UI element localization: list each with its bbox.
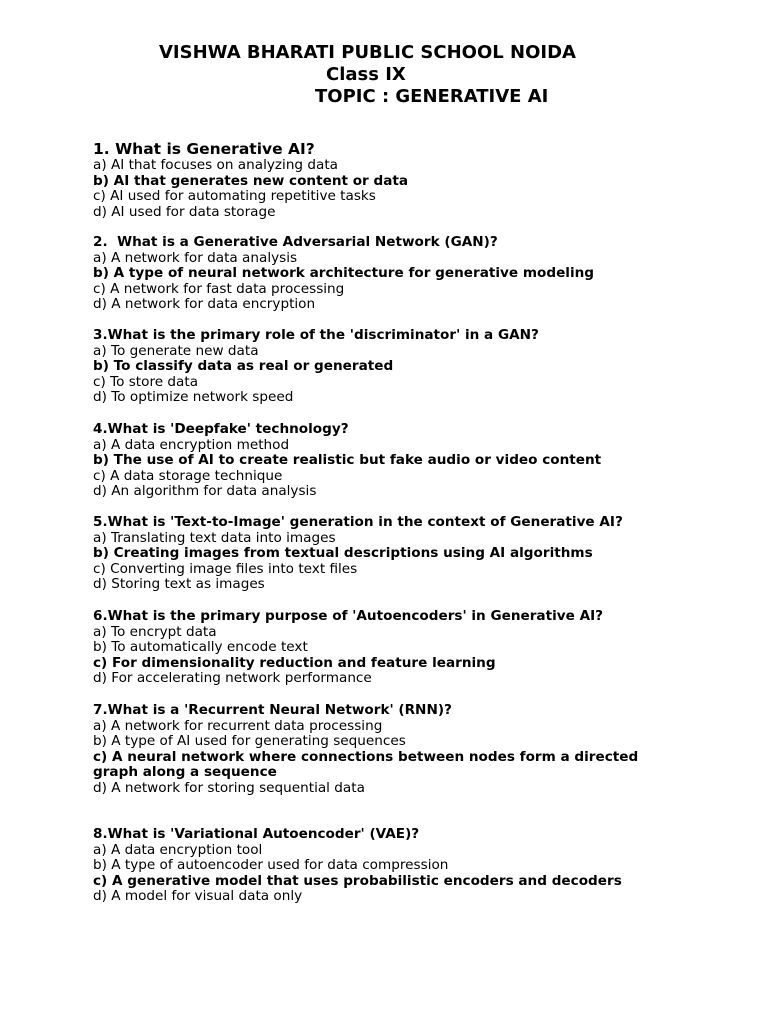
option-c-correct: c) A neural network where connections between nodes form a directed graph along a sequence — [93, 748, 643, 781]
option-d: d) A network for data encryption — [93, 296, 316, 313]
option-a: a) A network for recurrent data processing — [93, 717, 383, 734]
option-c: c) AI used for automating repetitive tasks — [93, 188, 376, 205]
option-b: b) A type of autoencoder used for data compression — [93, 857, 449, 874]
question-title: 4.What is 'Deepfake' technology? — [93, 421, 349, 437]
question-6 — [93, 609, 733, 687]
option-b: b) A type of AI used for generating sequences — [93, 733, 406, 750]
question-title: 7.What is a 'Recurrent Neural Network' (RNN)? — [93, 702, 452, 718]
option-b-correct: b) AI that generates new content or data — [93, 172, 409, 189]
option-a: a) To generate new data — [93, 342, 259, 359]
option-b-correct: b) The use of AI to create realistic but fake audio or video content — [93, 452, 602, 469]
option-a: a) A data encryption tool — [93, 841, 263, 858]
option-a: a) Translating text data into images — [93, 529, 336, 546]
question-title: 8.What is 'Variational Autoencoder' (VAE)? — [93, 826, 420, 842]
option-c: c) To store data — [93, 373, 199, 390]
option-c: c) A data storage technique — [93, 467, 283, 484]
option-b-correct: b) A type of neural network architecture for generative modeling — [93, 265, 595, 282]
option-c: c) Converting image files into text files — [93, 560, 358, 577]
option-c-correct: c) A generative model that uses probabilistic encoders and decoders — [93, 872, 622, 889]
option-b-correct: b) To classify data as real or generated — [93, 358, 394, 375]
question-3 — [93, 328, 733, 406]
option-b: b) To automatically encode text — [93, 639, 308, 656]
question-title: 3.What is the primary role of the 'discriminator' in a GAN? — [93, 327, 539, 343]
option-a: a) A data encryption method — [93, 436, 290, 453]
option-d: d) To optimize network speed — [93, 389, 294, 406]
question-1 — [93, 139, 733, 220]
option-d: d) Storing text as images — [93, 576, 265, 593]
question-8 — [93, 827, 733, 905]
option-a: a) AI that focuses on analyzing data — [93, 157, 338, 173]
question-title: 2. What is a Generative Adversarial Network (GAN)? — [93, 234, 498, 250]
option-d: d) For accelerating network performance — [93, 670, 372, 687]
option-d: d) A model for visual data only — [93, 888, 303, 905]
question-2 — [93, 235, 733, 313]
option-d: d) An algorithm for data analysis — [93, 483, 317, 500]
class-heading: Class IX — [326, 64, 406, 85]
question-title: 6.What is the primary purpose of 'Autoencoders' in Generative AI? — [93, 608, 604, 624]
option-c-correct: c) For dimensionality reduction and feature learning — [93, 654, 496, 671]
option-a: a) A network for data analysis — [93, 249, 298, 266]
option-d: d) A network for storing sequential data — [93, 779, 365, 796]
option-a: a) To encrypt data — [93, 623, 217, 640]
option-c: c) A network for fast data processing — [93, 280, 345, 297]
question-title: 5.What is 'Text-to-Image' generation in the context of Generative AI? — [93, 514, 623, 530]
question-4 — [93, 422, 733, 500]
question-5 — [93, 515, 733, 593]
option-b-correct: b) Creating images from textual descriptions using AI algorithms — [93, 545, 593, 562]
question-title: 1. What is Generative AI? — [93, 140, 315, 158]
school-name-heading: VISHWA BHARATI PUBLIC SCHOOL NOIDA — [159, 42, 576, 63]
question-7 — [93, 703, 683, 797]
topic-heading: TOPIC : GENERATIVE AI — [315, 86, 549, 107]
option-d: d) AI used for data storage — [93, 203, 276, 220]
